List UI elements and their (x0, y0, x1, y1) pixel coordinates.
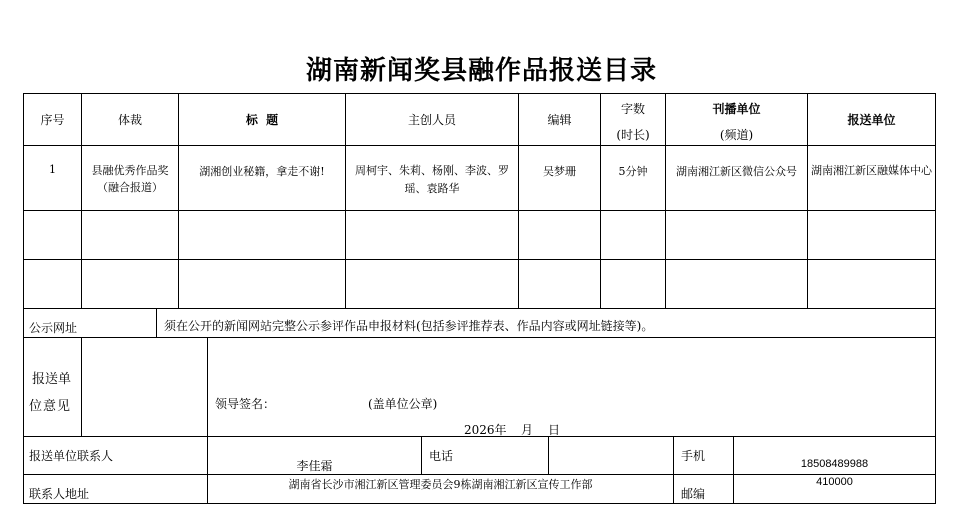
public-site-note: 须在公开的新闻网站完整公示参评作品申报材料(包括参评推荐表、作品内容或网址链接等)。 (164, 319, 654, 333)
mobile-label-cell (673, 436, 734, 475)
address-label-cell (23, 474, 208, 504)
row-creators (345, 145, 519, 211)
row-genre (81, 145, 179, 211)
opinion-label-line2: 位意见 (29, 399, 72, 414)
row-length (600, 145, 666, 211)
header-publisher (665, 93, 808, 146)
public-site-note-cell[interactable] (156, 308, 936, 338)
address-value: 湖南省长沙市湘江新区管理委员会9栋湖南湘江新区宣传工作部 (288, 478, 593, 491)
row-submitter (807, 145, 936, 211)
row-title (178, 145, 346, 211)
seal-label: (盖单位公章) (368, 397, 438, 411)
contact-name-cell[interactable] (207, 436, 422, 475)
public-site-label: 公示网址 (29, 321, 78, 335)
header-creators: 主创人员 (345, 93, 519, 146)
empty-cell (665, 259, 808, 309)
row-publisher (665, 145, 808, 211)
empty-cell (81, 259, 179, 309)
header-genre: 体裁 (81, 93, 179, 146)
page-title: 湖南新闻奖县融作品报送目录 (305, 56, 657, 86)
row-editor (518, 145, 601, 211)
header-words-line1: 字数 (620, 102, 645, 116)
opinion-label-line1: 报送单 (32, 372, 72, 387)
mobile-label: 手机 (681, 449, 706, 463)
empty-cell (178, 210, 346, 260)
empty-cell (345, 210, 519, 260)
header-words (600, 93, 666, 146)
header-publisher-line2: (频道) (719, 128, 754, 142)
row-submitter-value: 湖南湘江新区融媒体中心 (811, 164, 932, 177)
row-publisher-value: 湖南湘江新区微信公众号 (676, 165, 797, 178)
postcode-value-cell[interactable] (733, 474, 936, 504)
row-title-value: 湖湘创业秘籍，拿走不谢! (199, 165, 325, 178)
empty-cell (518, 210, 601, 260)
mobile-value: 18508489988 (800, 458, 869, 470)
empty-cell (178, 259, 346, 309)
empty-cell (345, 259, 519, 309)
opinion-blank-cell (81, 337, 208, 437)
row-editor-value: 吴梦珊 (543, 165, 576, 178)
empty-cell (665, 210, 808, 260)
signature-label: 领导签名： (215, 397, 276, 411)
contact-name: 李佳霜 (296, 459, 333, 473)
address-label: 联系人地址 (29, 487, 90, 501)
empty-cell (807, 259, 936, 309)
header-title: 标 题 (178, 93, 346, 146)
phone-label-cell (421, 436, 549, 475)
empty-cell (23, 210, 82, 260)
empty-cell (600, 259, 666, 309)
contact-label: 报送单位联系人 (29, 449, 114, 463)
header-words-line2: (时长) (616, 128, 650, 142)
opinion-label-cell (23, 337, 82, 437)
empty-cell (600, 210, 666, 260)
header-editor: 编辑 (518, 93, 601, 146)
row-seq (23, 145, 82, 211)
opinion-signature-cell[interactable] (207, 337, 936, 437)
date-month: 月 (521, 423, 534, 437)
row-seq-value: 1 (49, 163, 56, 176)
mobile-value-cell[interactable] (733, 436, 936, 475)
empty-cell (23, 259, 82, 309)
header-publisher-line1: 刊播单位 (712, 102, 761, 116)
row-creators-value: 周柯宇、朱莉、杨刚、李波、罗瑶、袁路华 (355, 164, 509, 195)
empty-cell (807, 210, 936, 260)
postcode-label: 邮编 (681, 487, 706, 501)
phone-label: 电话 (429, 449, 454, 463)
header-seq: 序号 (23, 93, 82, 146)
submission-table (24, 94, 936, 504)
date-day: 日 (548, 423, 561, 437)
public-site-label-cell (23, 308, 157, 338)
contact-label-cell (23, 436, 208, 475)
address-value-cell[interactable] (207, 474, 674, 504)
row-length-value: 5分钟 (618, 165, 648, 178)
empty-cell (518, 259, 601, 309)
header-submitter: 报送单位 (807, 93, 936, 146)
postcode-value: 410000 (816, 476, 853, 488)
empty-cell (81, 210, 179, 260)
postcode-label-cell (673, 474, 734, 504)
row-genre-value: 县融优秀作品奖（融合报道） (91, 164, 169, 194)
phone-value-cell[interactable] (548, 436, 674, 475)
date-year: 2026年 (464, 423, 507, 437)
